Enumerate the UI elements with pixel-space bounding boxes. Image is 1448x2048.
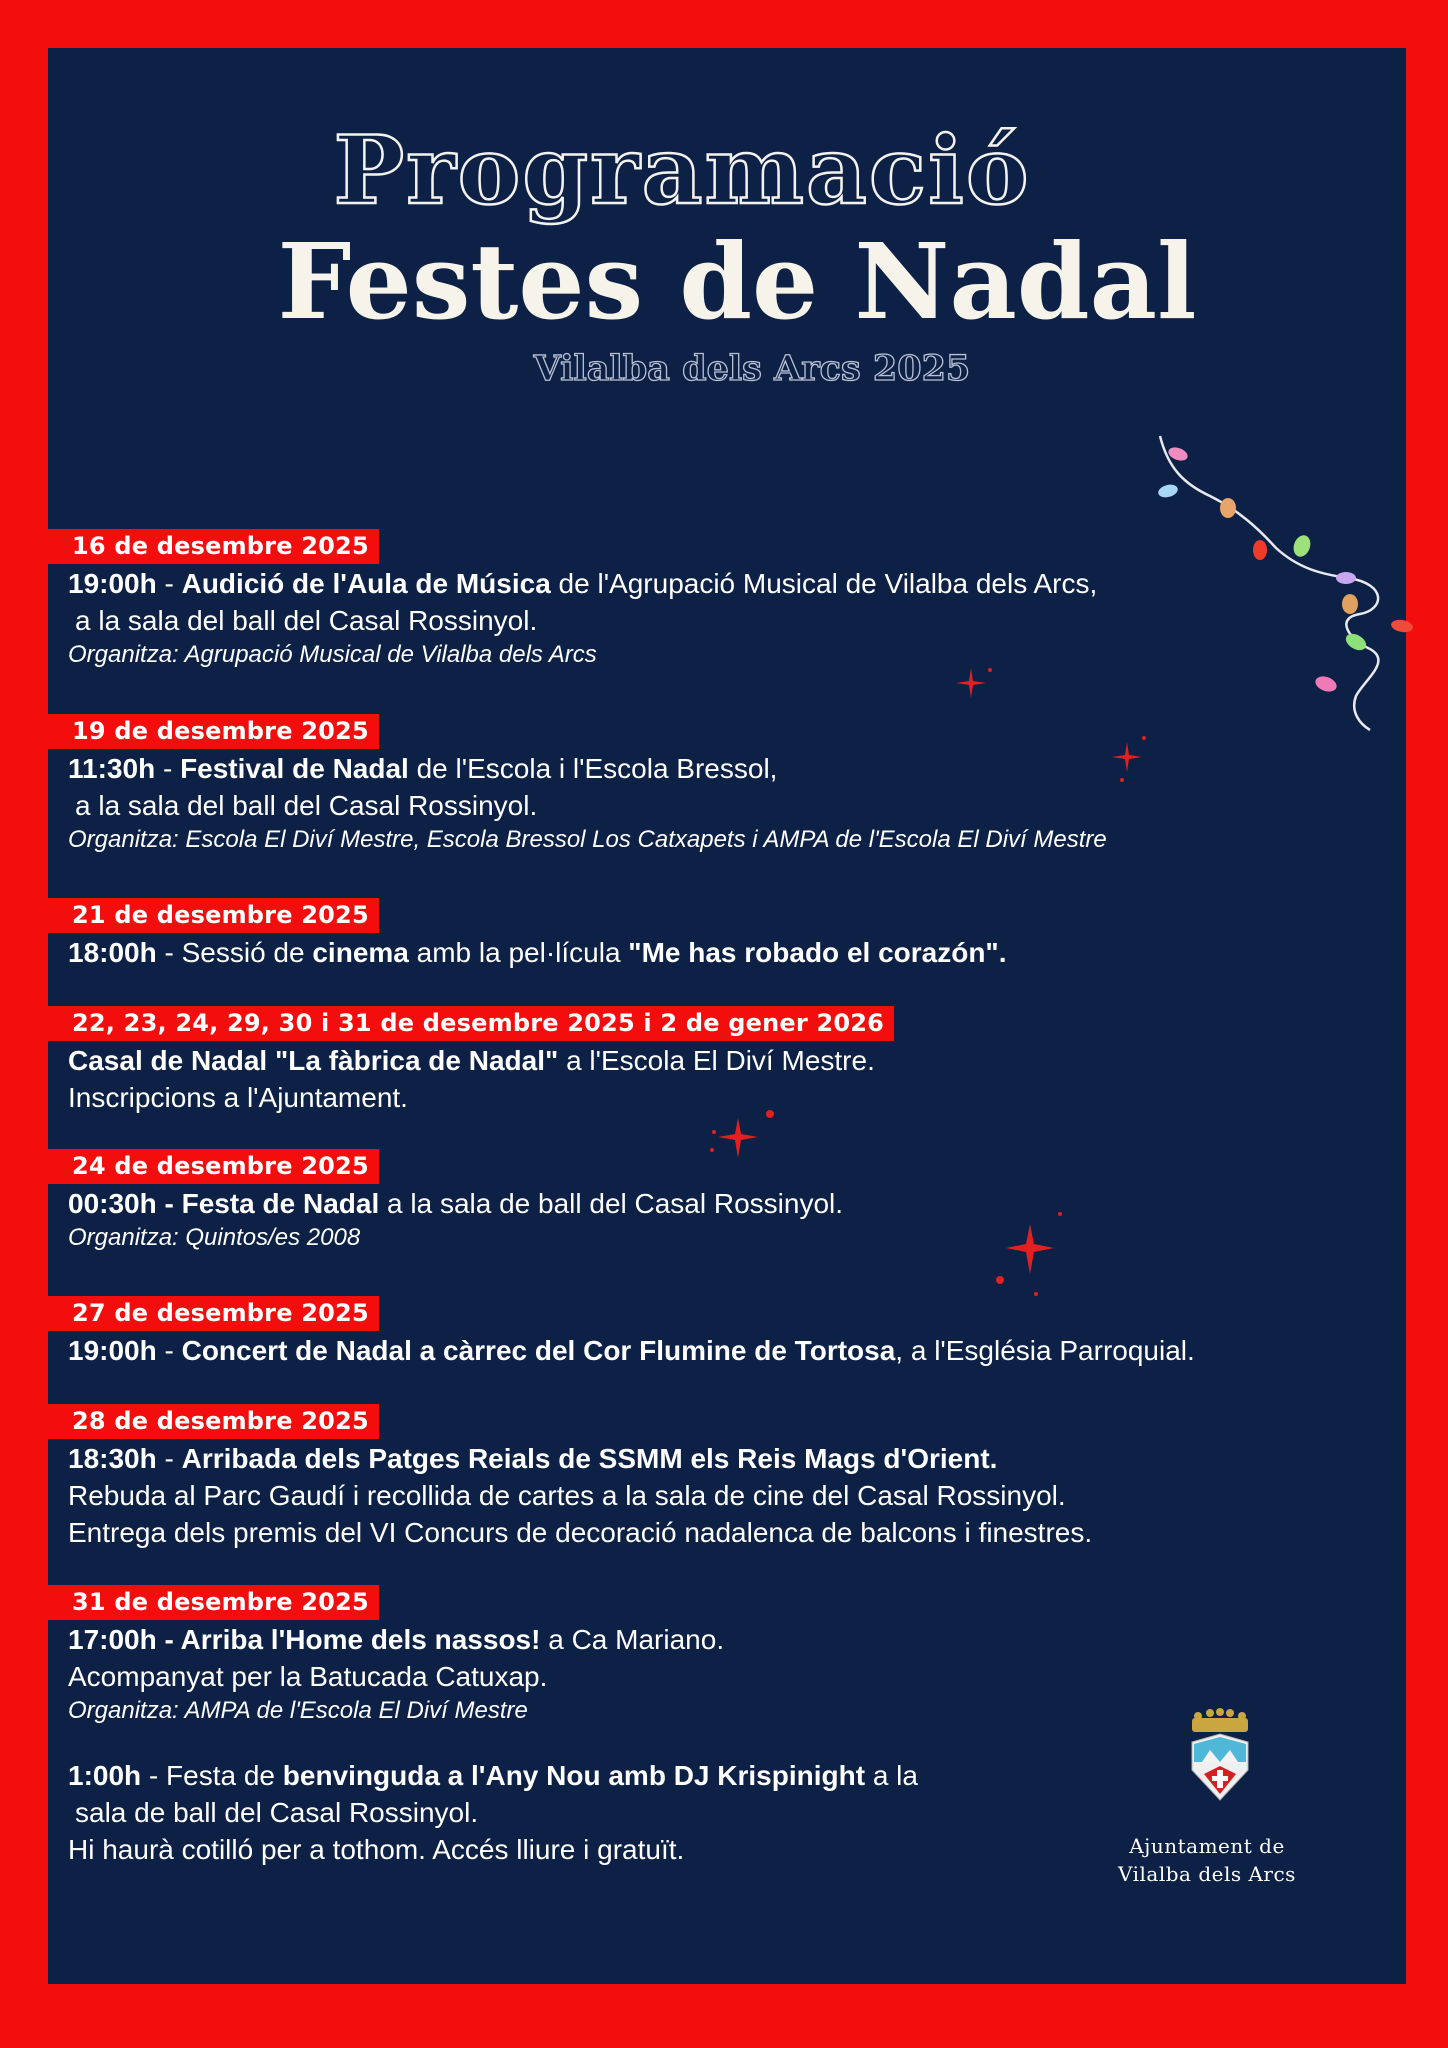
event-title: Casal de Nadal "La fàbrica de Nadal" [68, 1045, 559, 1076]
event-block [48, 1006, 894, 1116]
event-detail: de l'Agrupació Musical de Vilalba dels Arcs, [550, 568, 1098, 599]
event-detail: Acompanyat per la Batucada Catuxap. [68, 1661, 548, 1692]
event-block [48, 1585, 918, 1868]
logo-caption-line: Vilalba dels Arcs [1118, 1862, 1296, 1886]
sparkle-icon [1102, 728, 1152, 788]
event-detail: a Ca Mariano. [540, 1624, 725, 1655]
event-detail: a la sala del ball del Casal Rossinyol. [75, 605, 538, 636]
movie-title: "Me has robado el corazón". [628, 937, 1007, 968]
event-time: 19:00h [68, 1335, 157, 1366]
sparkle-icon [988, 1198, 1068, 1298]
event-text [68, 1042, 894, 1116]
event-title: cinema [312, 937, 409, 968]
event-block [48, 529, 1097, 671]
event-detail: a la sala del ball del Casal Rossinyol. [75, 790, 538, 821]
event-text [68, 1621, 918, 1868]
event-text [68, 1185, 843, 1254]
event-block [48, 1404, 1092, 1551]
event-detail: Entrega dels premis del VI Concurs de decoració nadalenca de balcons i finestres. [68, 1517, 1093, 1548]
event-text [68, 1440, 1092, 1551]
event-block [48, 714, 1107, 856]
event-title: Festival de Nadal [180, 753, 409, 784]
christmas-lights-decoration [1088, 378, 1428, 738]
date-badge: 19 de desembre 2025 [48, 714, 379, 749]
title-programacio: Programació [333, 116, 1031, 226]
event-title: benvinguda a l'Any Nou amb DJ Krispinight [282, 1760, 866, 1791]
event-detail: a la [865, 1760, 918, 1791]
event-time: 19:00h [68, 568, 157, 599]
event-block [48, 898, 1006, 971]
date-badge: 31 de desembre 2025 [48, 1585, 379, 1620]
title-festes-de-nadal: Festes de Nadal [277, 220, 1197, 343]
event-text [68, 565, 1097, 671]
event-time: 18:30h [68, 1443, 157, 1474]
date-badge: 27 de desembre 2025 [48, 1296, 379, 1331]
event-time: 18:00h [68, 937, 157, 968]
event-organizer: Organitza: AMPA de l'Escola El Diví Mestre [68, 1697, 528, 1724]
event-block [48, 1149, 843, 1254]
event-detail: - Festa de [141, 1760, 283, 1791]
event-title: 00:30h - Festa de Nadal [68, 1188, 380, 1219]
event-detail: , a l'Església Parroquial. [895, 1335, 1195, 1366]
event-organizer: Organitza: Escola El Diví Mestre, Escola Bressol Los Catxapets i AMPA de l'Escola El Diví Mestre [68, 826, 1107, 853]
poster-panel [48, 48, 1406, 1984]
separator: - [156, 568, 182, 599]
event-text [68, 750, 1107, 856]
logo-caption-line: Ajuntament de [1129, 1834, 1285, 1858]
subtitle-town-year: Vilalba dels Arcs 2025 [533, 348, 971, 389]
event-detail: de l'Escola i l'Escola Bressol, [408, 753, 778, 784]
event-detail: amb la pel·lícula [408, 937, 629, 968]
event-organizer: Organitza: Quintos/es 2008 [68, 1224, 361, 1251]
event-text [68, 934, 1006, 971]
separator: - [156, 1443, 182, 1474]
event-title: Concert de Nadal a càrrec del Cor Flumine de Tortosa [181, 1335, 896, 1366]
event-detail: sala de ball del Casal Rossinyol. [75, 1797, 479, 1828]
date-badge: 21 de desembre 2025 [48, 898, 379, 933]
coat-of-arms-icon [1180, 1708, 1260, 1818]
event-detail: a la sala de ball del Casal Rossinyol. [379, 1188, 844, 1219]
event-time: 11:30h [68, 753, 156, 784]
event-detail: - Sessió de [156, 937, 313, 968]
event-detail: Inscripcions a l'Ajuntament. [68, 1082, 408, 1113]
date-badge: 22, 23, 24, 29, 30 i 31 de desembre 2025 i 2 de gener 2026 [48, 1006, 894, 1041]
event-detail: Rebuda al Parc Gaudí i recollida de cartes a la sala de cine del Casal Rossinyol. [68, 1480, 1066, 1511]
date-badge: 28 de desembre 2025 [48, 1404, 379, 1439]
separator: - [155, 753, 181, 784]
event-title: Audició de l'Aula de Música [181, 568, 551, 599]
event-title: Arribada dels Patges Reials de SSMM els Reis Mags d'Orient. [181, 1443, 998, 1474]
date-badge: 16 de desembre 2025 [48, 529, 379, 564]
event-block [48, 1296, 1195, 1369]
event-detail: a l'Escola El Diví Mestre. [558, 1045, 875, 1076]
event-time: 1:00h [68, 1760, 142, 1791]
separator: - [156, 1335, 182, 1366]
event-title: 17:00h - Arriba l'Home dels nassos! [68, 1624, 541, 1655]
logo-caption [1082, 1832, 1332, 1888]
event-organizer: Organitza: Agrupació Musical de Vilalba dels Arcs [68, 641, 597, 668]
event-text [68, 1332, 1195, 1369]
date-badge: 24 de desembre 2025 [48, 1149, 379, 1184]
event-detail: Hi haurà cotilló per a tothom. Accés lliure i gratuït. [68, 1834, 685, 1865]
